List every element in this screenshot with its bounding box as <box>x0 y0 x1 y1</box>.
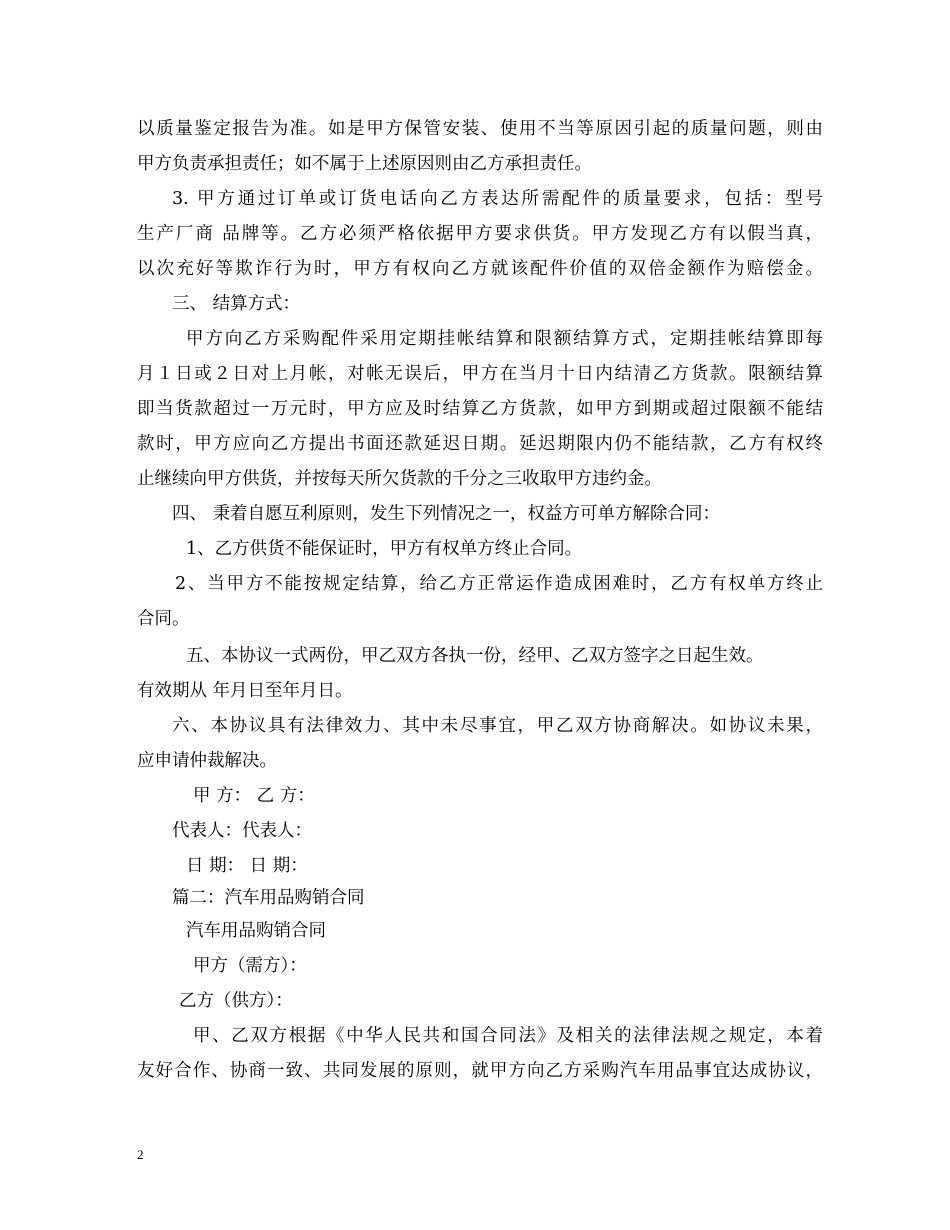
paragraph-line: 款时，甲方应向乙方提出书面还款延迟日期。延迟期限内仍不能结款，乙方有权终 <box>137 434 823 454</box>
paragraph-line: 应申请仲裁解决。 <box>137 751 277 771</box>
paragraph-line: 以次充好等欺诈行为时，甲方有权向乙方就该配件价值的双倍金额作为赔偿金。 <box>137 259 823 279</box>
paragraph-line: 甲方向乙方采购配件采用定期挂帐结算和限额结算方式，定期挂帐结算即每 <box>186 329 823 349</box>
paragraph-line: 有效期从 年月日至年月日。 <box>137 681 353 701</box>
paragraph-line: 合同。 <box>137 609 190 629</box>
paragraph-line: 止继续向甲方供货，并按每天所欠货款的千分之三收取甲方违约金。 <box>137 469 662 489</box>
paragraph-line: 即当货款超过一万元时，甲方应及时结算乙方货款，如甲方到期或超过限额不能结 <box>137 399 823 419</box>
paragraph-line: 五、本协议一式两份，甲乙双方各执一份，经甲、乙双方签字之日起生效。 <box>186 646 764 666</box>
signature-date-line: 日 期： 日 期： <box>186 856 308 876</box>
paragraph-line: 月１日或２日对上月帐，对帐无误后，甲方在当月十日内结清乙方货款。限额结算 <box>137 364 823 384</box>
paragraph-line: 3. 甲方通过订单或订货电话向乙方表达所需配件的质量要求，包括：型号 <box>172 189 823 209</box>
list-item: 2、当甲方不能按规定结算，给乙方正常运作造成困难时，乙方有权单方终止 <box>175 574 823 594</box>
paragraph-line: 生产厂商 品牌等。乙方必须严格依据甲方要求供货。甲方发现乙方有以假当真， <box>137 224 823 244</box>
paragraph-line: 以质量鉴定报告为准。如是甲方保管安装、使用不当等原因引起的质量问题，则由 <box>137 119 823 139</box>
chapter-heading: 篇二：汽车用品购销合同 <box>172 888 365 908</box>
list-item: 1、乙方供货不能保证时，甲方有权单方终止合同。 <box>186 539 583 559</box>
paragraph-line: 友好合作、协商一致、共同发展的原则，就甲方向乙方采购汽车用品事宜达成协议， <box>137 1061 823 1081</box>
signature-party-line: 甲 方： 乙 方： <box>193 786 315 806</box>
signature-representative-line: 代表人：代表人： <box>172 821 312 841</box>
contract-title: 汽车用品购销合同 <box>186 921 326 941</box>
party-b-line: 乙方（供方）： <box>179 991 293 1011</box>
paragraph-line: 甲方负责承担责任；如不属于上述原因则由乙方承担责任。 <box>137 154 592 174</box>
section-heading: 四、 秉着自愿互利原则，发生下列情况之一，权益方可单方解除合同： <box>172 504 721 524</box>
party-a-line: 甲方（需方）： <box>193 956 307 976</box>
paragraph-line: 甲、乙双方根据《中华人民共和国合同法》及相关的法律法规之规定，本着 <box>193 1026 823 1046</box>
paragraph-line: 六、本协议具有法律效力、其中未尽事宜，甲乙双方协商解决。如协议未果， <box>172 716 823 736</box>
section-heading: 三、 结算方式： <box>172 294 301 314</box>
page-number: 2 <box>137 1147 144 1162</box>
